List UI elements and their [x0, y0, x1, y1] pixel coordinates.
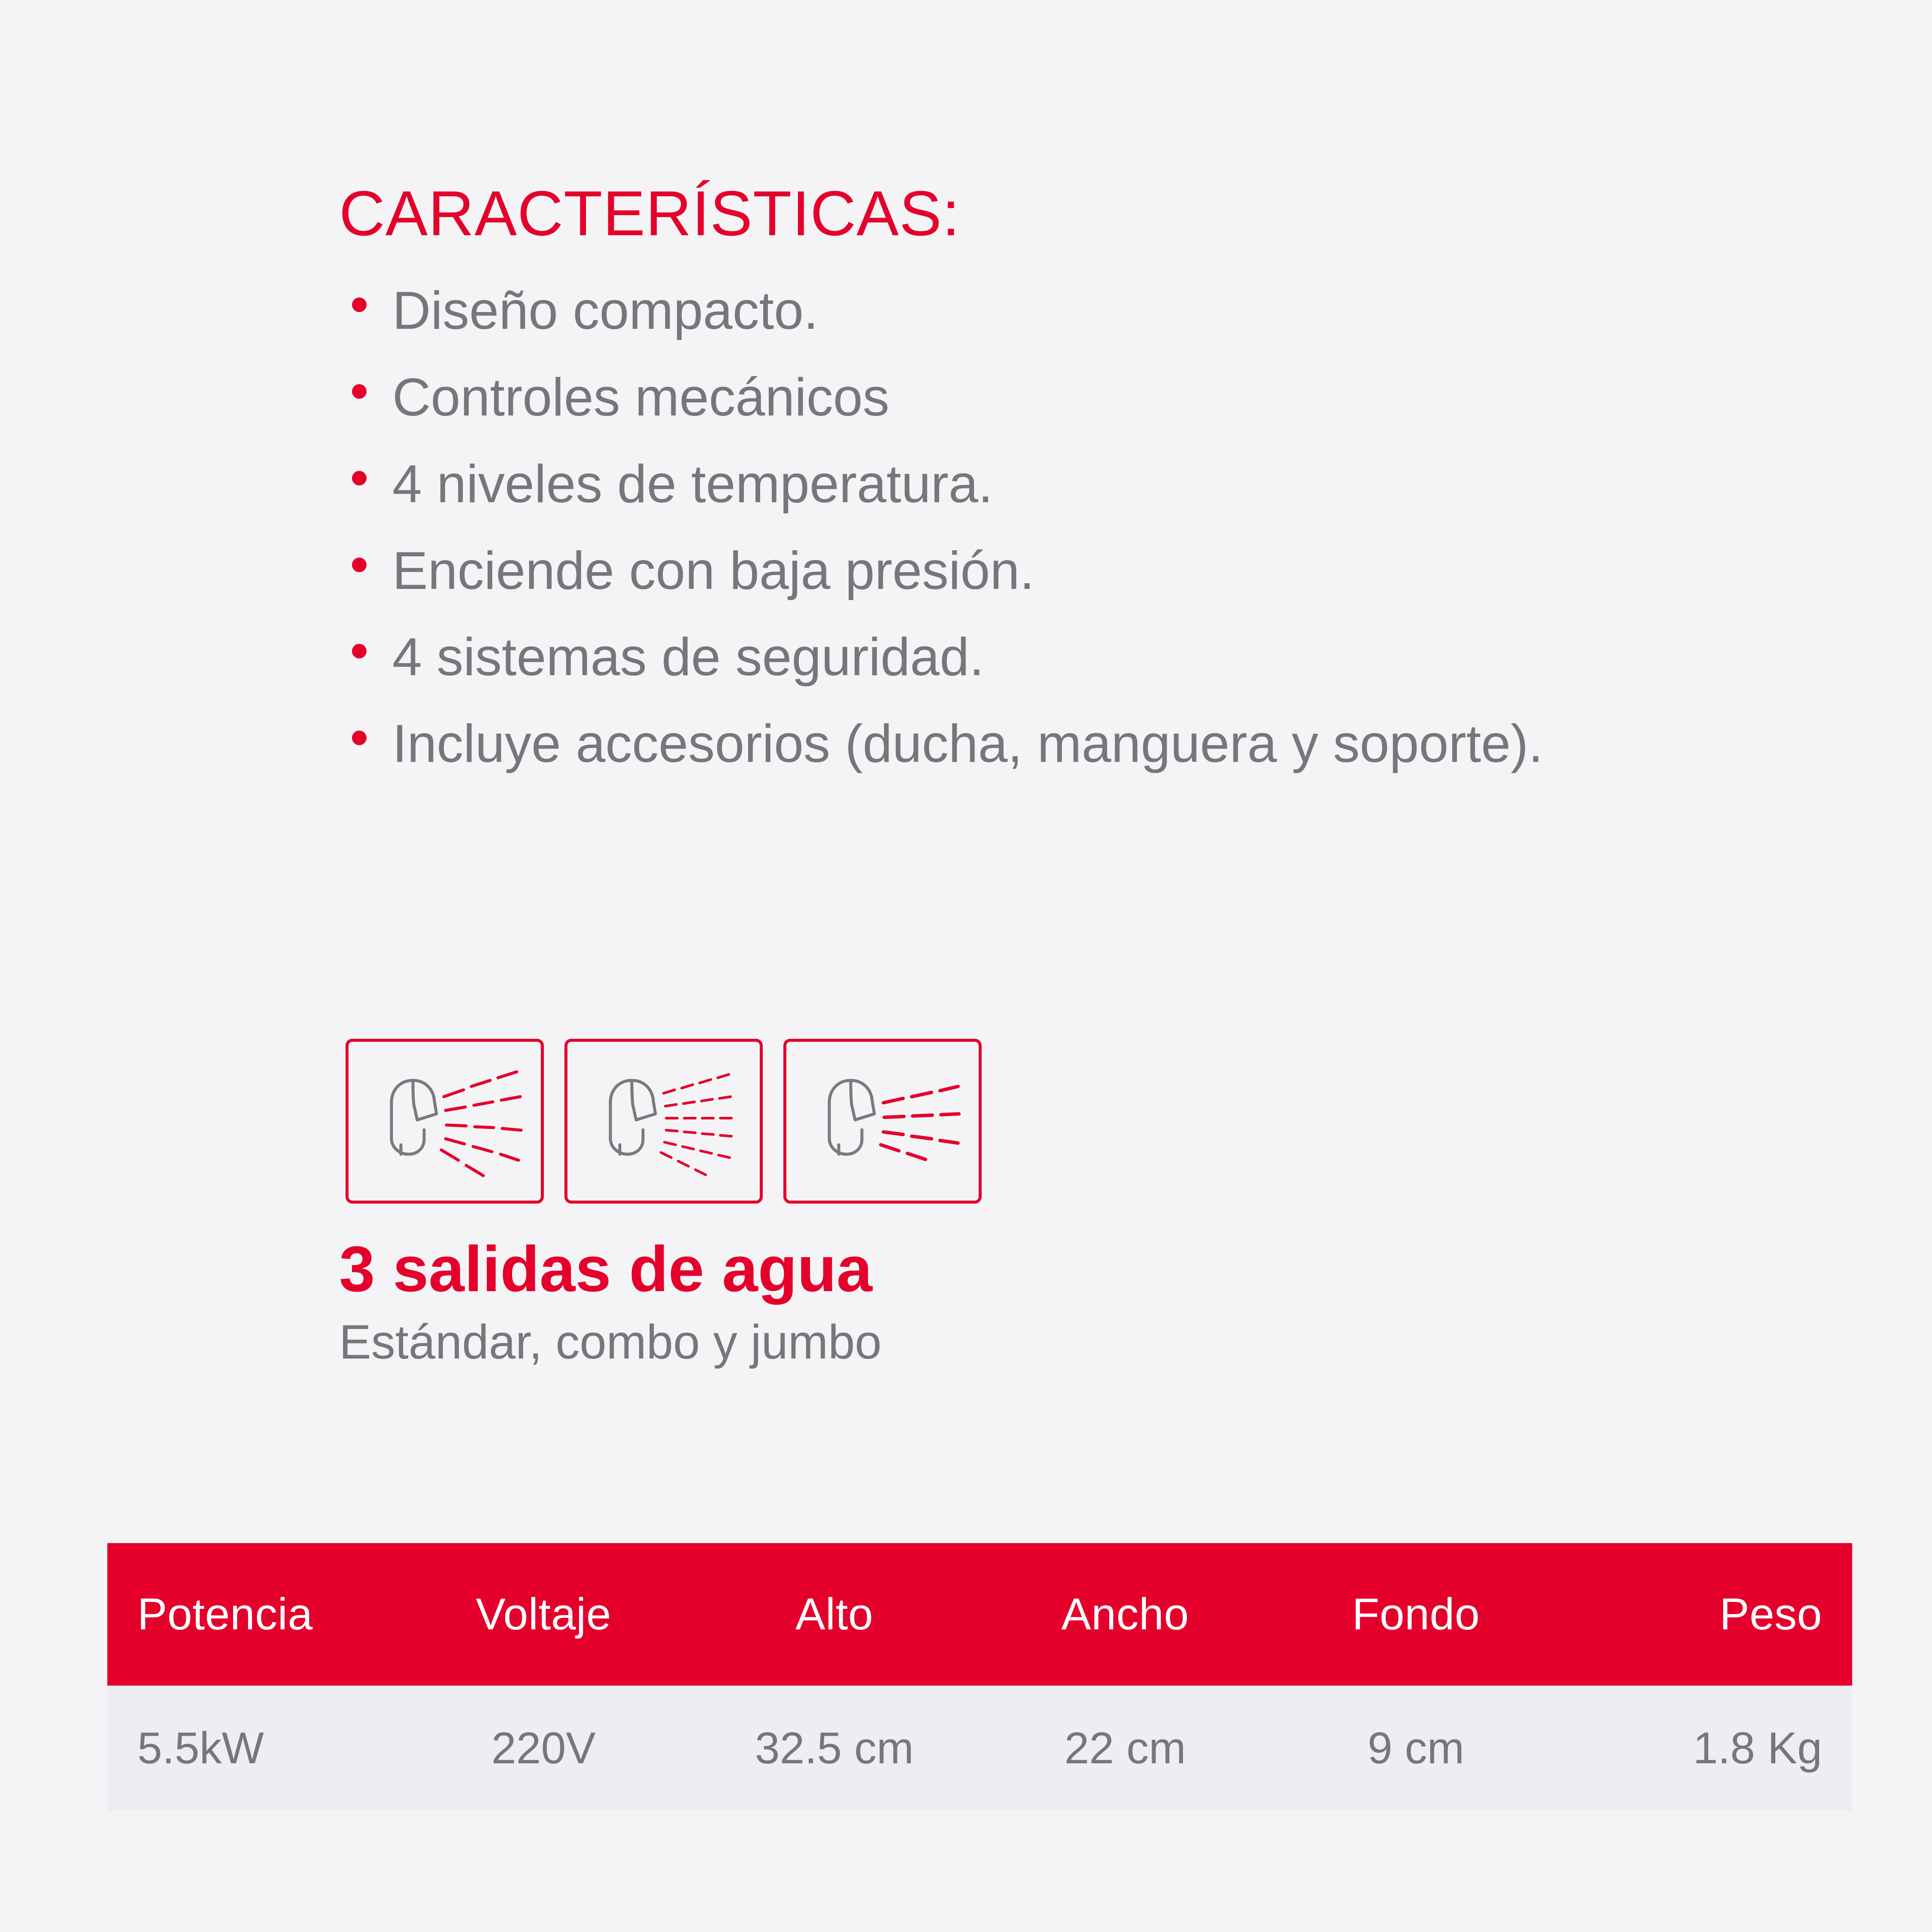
outlets-title: 3 salidas de agua	[339, 1233, 873, 1305]
bullet-icon	[352, 558, 367, 572]
cell-peso: 1.8 Kg	[1562, 1686, 1853, 1811]
feature-label: Incluye accesorios (ducha, manguera y soporte).	[392, 714, 1544, 773]
spray-modes-row	[346, 1039, 982, 1204]
list-item	[339, 450, 1670, 519]
outlets-subtitle: Estándar, combo y jumbo	[339, 1315, 882, 1369]
list-item	[339, 277, 1670, 345]
cell-alto: 32.5 cm	[689, 1686, 980, 1811]
features-section	[339, 180, 1670, 797]
bullet-icon	[352, 731, 367, 745]
table-header-row	[107, 1543, 1852, 1686]
list-item	[339, 710, 1670, 778]
bullet-icon	[352, 297, 367, 312]
table-row	[107, 1686, 1852, 1811]
water-outlets-section	[339, 1234, 1455, 1370]
shower-spray-jumbo-icon	[783, 1039, 982, 1204]
shower-spray-standard-icon	[346, 1039, 544, 1204]
bullet-icon	[352, 471, 367, 485]
feature-label: Controles mecánicos	[392, 368, 889, 428]
bullet-icon	[352, 644, 367, 658]
cell-ancho: 22 cm	[980, 1686, 1271, 1811]
feature-label: Diseño compacto.	[392, 281, 819, 341]
cell-voltaje: 220V	[398, 1686, 689, 1811]
column-header-fondo: Fondo	[1271, 1543, 1562, 1686]
features-list	[339, 277, 1670, 778]
cell-potencia: 5.5kW	[107, 1686, 398, 1811]
column-header-peso: Peso	[1562, 1543, 1853, 1686]
column-header-potencia: Potencia	[107, 1543, 398, 1686]
specifications-table	[107, 1543, 1852, 1811]
list-item	[339, 623, 1670, 692]
column-header-voltaje: Voltaje	[398, 1543, 689, 1686]
bullet-icon	[352, 384, 367, 399]
features-title: CARACTERÍSTICAS:	[339, 178, 960, 249]
list-item	[339, 537, 1670, 605]
list-item	[339, 364, 1670, 432]
cell-fondo: 9 cm	[1271, 1686, 1562, 1811]
column-header-ancho: Ancho	[980, 1543, 1271, 1686]
shower-spray-combo-icon	[564, 1039, 763, 1204]
feature-label: 4 niveles de temperatura.	[392, 454, 993, 514]
feature-label: Enciende con baja presión.	[392, 541, 1034, 601]
column-header-alto: Alto	[689, 1543, 980, 1686]
feature-label: 4 sistemas de seguridad.	[392, 628, 984, 687]
